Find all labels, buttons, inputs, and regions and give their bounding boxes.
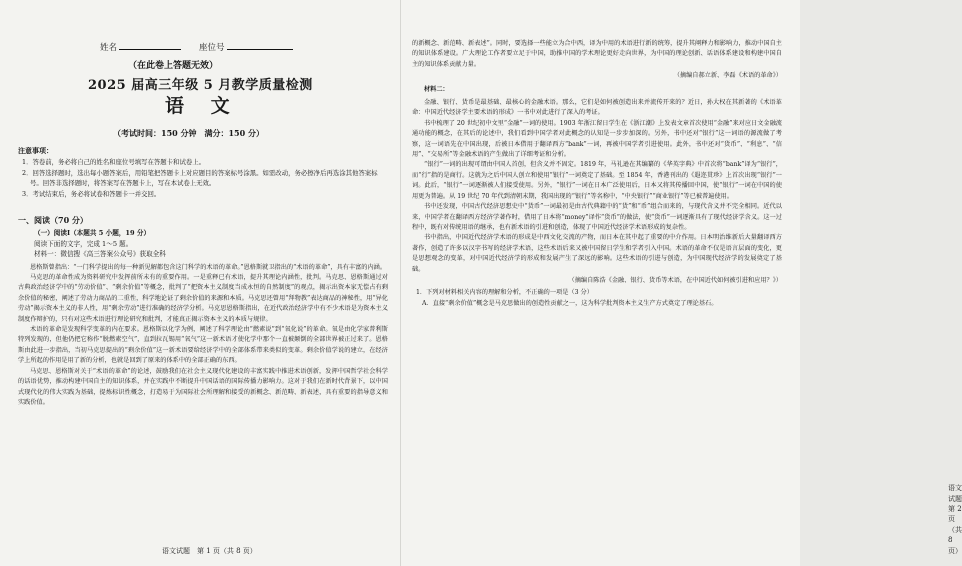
name-field: 姓名 [100, 40, 181, 53]
citation: （摘编自陈浩《金融、银行、货币等术语，在中国近代如何被引进和应用？》） [568, 276, 782, 284]
paragraph: 的新概念、新范畴、新表述”。同时，要选择一些能立为合中西，译为中用的术语进行新的统筹，提升其阐释力和影响力，推动中国自主的知识体系建设。广大理论工作者要立足于中国，助推中国的学术理论更好走向世界，为中国的理论创新、话语体系建设和构建中国自主的知识体系贡献力量。 [412, 40, 782, 68]
paragraph: 书中还发现，中国古代经济思想史中“货币”一词最初是由古代典籍中的“货”和“币”组合而来的，与现代含义并不完全相同。近代以来，中国学者在翻译西方经济学著作时，借用了日本将“money”译作“货币”的做法，使“货币”一词逐渐具有了现代经济学含义。这一过程中，既有对传统用语的继承，也有新术语的引进和创造，体现了中国近代经济学术语形成的复杂性。 [412, 203, 782, 231]
question-1: 1．下列对材料相关内容的理解和分析，不正确的一项是（3 分） [416, 289, 593, 297]
paragraph: 术语的革命是发现科学变革的内在要求。恩格斯以化学为例，阐述了科学理论由“燃素说”到“氧化说”的革命。氧是由化学家普利斯特列发现的，但他仍把它称作“脱燃素空气”，直到拉瓦锡用“氧气”这一新术语才使化学中那个一直被颠倒的全部世界被正过来了。恩格斯由此进一步指出，当初马克思提出的“剩余价值”这一新术语要给经济学中的全部体系带来类似的变革。剩余价值学说的建立，在经济学上所起的作用是用了新的分析，也就是回到了原来的体系中的全部正确的东西。 [18, 326, 388, 365]
sub-heading: （一）阅读Ⅰ（本题共 5 小题，19 分） [34, 229, 151, 238]
page-footer-right: 语文试题 第 2 页（共 8 页） [948, 484, 962, 555]
instruction: 阅读下面的文字，完成 1～5 题。 [34, 239, 133, 248]
page-footer-left: 语文试题 第 1 页（共 8 页） [162, 546, 257, 555]
notice-item: 1．答卷前，务必将自己的姓名和座位号填写在答题卡和试卷上。 [22, 157, 206, 166]
exam-title: 2025 届高三年级 5 月教学质量检测 [88, 78, 313, 93]
paragraph: “银行”一词的出现可谓由中国人首创，但含义并不固定。1819 年，马礼逊在其编纂的《华英字典》中首次将“bank”译为“银行”，而“行”指的是商行。这就为之后中国人创立和使用“银行”一词奠定了基础。至 1854 年，香港刊出的《遐迩贯珍》上首次出现“银行”一词。此后，“银行”一词逐渐被人们接受使用。另外，“银行”一词在日本广泛使用后，日本又将其传播回中国，使“银行”一词在中国的使用更为普遍。从 19 世纪 70 年代到清朝末期，我国出现的“银行”等名称中，“中央银行”“商业银行”等已被普遍使用。 [412, 161, 782, 200]
section-reading [18, 215, 388, 408]
notice-item: 3．考试结束后，务必将试卷和答题卡一并交回。 [22, 190, 161, 199]
notice-heading: 注意事项： [18, 146, 53, 155]
notice-item: 2．回答选择题时，选出每小题答案后，用铅笔把答题卡上对应题目的答案标号涂黑。如需改动，务必擦净后再选涂其他答案标号。回答非选择题时，将答案写在答题卡上，写在本试卷上无效。 [22, 168, 378, 188]
material-1-heading: 材料一：微信搜《高三答案公众号》获取全科 [34, 250, 166, 259]
subject-title: 语 文 [165, 95, 240, 117]
paragraph: 马克思的革命性成为资料研究中发挥前所未有的重要作用。一是重释已有术语，提升其理论内涵性，批判。马克思、恩格斯通过对古典政治经济学中的“劳动价值”、“剩余价值”等概念，批判了“把资本主义制度当成永恒的自然制度”的观点，揭示出资本家无偿占有剩余价值的秘密，阐述了劳动力商品的二重性，科学地论证了剩余价值的来源和本质。马克思还曾用“拜物教”表达商品的神秘性，用“异化劳动”揭示资本主义的非人性，用“剩余劳动”进行准确的经济学分析。马克思恩格斯指出，在近代政治经济学中有不少术语是为资本主义制度作辩护的，只有对这些术语进行理论研究和批判，才能真正揭示资本主义的本质与规律。 [18, 274, 388, 323]
page-2 [400, 0, 962, 566]
paragraph: 马克思、恩格斯对关于“术语的革命”的论述，鼓励我们在社会主义现代化建设的丰富实践中推进术语创新，发挥中国哲学社会科学的话语优势，推动构建中国自主的知识体系，并在实践中不断提升中国话语的国际传播力影响力。这对于我们在新时代背景下，以中国式现代化的伟大实践为基础，提炼标识性概念，打造易于为国际社会所理解和接受的新概念、新范畴、新表述，具有重要的指导意义和实践价值。 [18, 367, 388, 406]
material-1-text [18, 263, 388, 409]
question-1-option-a: A．直接“剩余价值”概念是马克思做出的创造性贡献之一，这为科学批判资本主义生产方式奠定了理论基石。 [422, 299, 718, 307]
notice-block [18, 146, 384, 200]
paragraph: 书中指出，中国近代经济学术语的形成是中西文化交流的产物，而日本在其中起了重要的中介作用。日本明治维新后大量翻译西方著作，创造了许多以汉字书写的经济学术语，这些术语后来又被中国留日学生和学者引入中国。术语的革命不仅是语言层面的变化，更是思想观念的变革，对中国近代经济学的形成和发展产生了深远的影响。这些术语的引进与创造，为中国现代经济学的发展奠定了基础。 [412, 234, 782, 273]
paragraph: 书中梳理了 20 世纪初中文里“金融”一词的使用。1903 年浙江留日学生在《浙江潮》上发表文章首次使用“金融”来对应日文金融流通功能的概念，在其后的论述中，我们看到中国学者对此概念的认知是一步步加深的。另外，书中还对“银行”这一词语的源流做了考察，这一词语先在中国出现，后被日本借用于翻译西方“bank”一词，再被中国学者引进使用。此外，书中还对“货币”、“利息”、“信用”、“交易所”等金融术语的产生做出了详细考证和分析。 [412, 119, 782, 159]
material-2-heading: 材料二： [424, 85, 449, 93]
material-1-continued [412, 39, 782, 70]
section-heading: 一、阅读（70 分） [18, 215, 88, 225]
paragraph: 恩格斯曾指出：“一门科学提出的每一种新见解都包含这门科学的术语的革命。”恩格斯就卫指出的“术语的革命”，具有丰富的内涵。 [30, 263, 387, 271]
citation: （摘编自郝立新、李磊《术语的革命》） [673, 72, 782, 80]
material-2-text [412, 98, 782, 275]
seat-field: 座位号 [199, 40, 293, 53]
exam-time-info: （考试时间：150 分钟 满分：150 分） [113, 128, 264, 138]
candidate-info-row [100, 40, 293, 53]
paragraph: 金融、银行、货币是最基础、最核心的金融术语。那么，它们是如何被创造出来并流传开来的？近日，孙大权在其新著的《术语革命：中国近代经济学主要术语的形成》一书中对此进行了深入的考证。 [412, 99, 782, 117]
invalid-answer-note: （在此卷上答题无效） [128, 61, 219, 71]
page-1 [0, 0, 400, 566]
